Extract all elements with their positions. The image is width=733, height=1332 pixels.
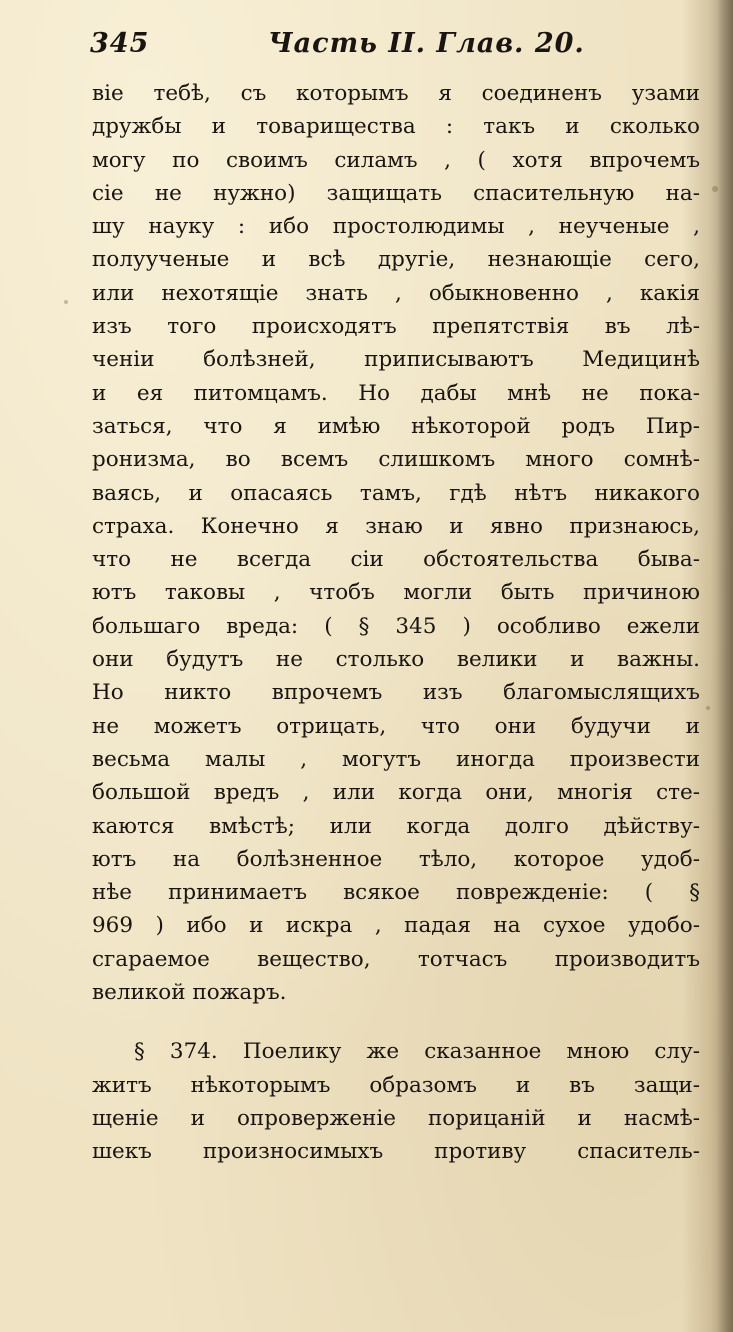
text-line: заться, что я имѣю нѣкоторой родъ Пир- [92, 413, 700, 439]
text-line: шу науку : ибо простолюдимы , неученые , [92, 214, 700, 240]
text-line: ронизма, во всемъ слишкомъ много сомнѣ- [92, 447, 700, 473]
page-edge-shadow [717, 0, 733, 1332]
text-line: и ея питомцамъ. Но дабы мнѣ не пока- [92, 380, 700, 406]
body-text [92, 77, 700, 1169]
section-heading-line: § 374. Поелику же сказанное мною слу- [134, 1039, 700, 1065]
page-header [90, 28, 650, 68]
text-line: віе тебѣ, съ которымъ я соединенъ узами [92, 81, 700, 106]
text-line: шекъ произносимыхъ противу спаситель- [92, 1139, 700, 1165]
text-line: или нехотящіе знать , обыкновенно , какія [92, 280, 700, 306]
text-line: полуученые и всѣ другіе, незнающіе сего, [92, 247, 700, 273]
text-line: житъ нѣкоторымъ образомъ и въ защи- [92, 1072, 700, 1098]
text-line: дружбы и товарищества : такъ и сколько [92, 114, 700, 140]
text-line: весьма малы , могутъ иногда произвести [92, 746, 700, 772]
text-line: нѣе принимаетъ всякое поврежденіе: ( § [92, 880, 700, 906]
text-line: великой пожаръ. [92, 980, 287, 1006]
text-line: могу по своимъ силамъ , ( хотя впрочемъ [92, 147, 700, 173]
text-line: большой вредъ , или когда они, многія сте- [92, 780, 700, 806]
text-line: ютъ таковы , чтобъ могли быть причиною [92, 580, 700, 606]
text-line: ютъ на болѣзненное тѣло, которое удоб- [92, 846, 700, 872]
text-line: ваясь, и опасаясь тамъ, гдѣ нѣтъ никакого [92, 480, 700, 506]
text-line: не можетъ отрицать, что они будучи и [92, 713, 700, 739]
text-line: что не всегда сіи обстоятельства быва- [92, 547, 700, 573]
paper-speck [706, 706, 710, 710]
text-line: страха. Конечно я знаю и явно признаюсь, [92, 513, 700, 539]
text-line: 969 ) ибо и искра , падая на сухое удобо- [92, 913, 700, 939]
text-line: они будутъ не столько велики и важны. [92, 647, 700, 673]
paper-speck [712, 186, 718, 192]
running-title: Часть II. Глав. 20. [268, 28, 585, 59]
text-line: каются вмѣстѣ; или когда долго дѣйству- [92, 813, 700, 839]
paragraph-gap [92, 1009, 700, 1035]
text-line: сгараемое вещество, тотчасъ производитъ [92, 946, 700, 972]
text-line: ченіи болѣзней, приписываютъ Медицинѣ [92, 347, 700, 373]
page-number: 345 [90, 28, 150, 59]
text-line: Но никто впрочемъ изъ благомыслящихъ [92, 680, 700, 706]
text-line: сіе не нужно) защищать спасительную на- [92, 180, 700, 206]
text-line: щеніе и опроверженіе порицаній и насмѣ- [92, 1105, 700, 1131]
text-line: большаго вреда: ( § 345 ) особливо ежели [92, 613, 700, 639]
paper-speck [64, 300, 68, 304]
text-line: изъ того происходятъ препятствія въ лѣ- [92, 314, 700, 340]
